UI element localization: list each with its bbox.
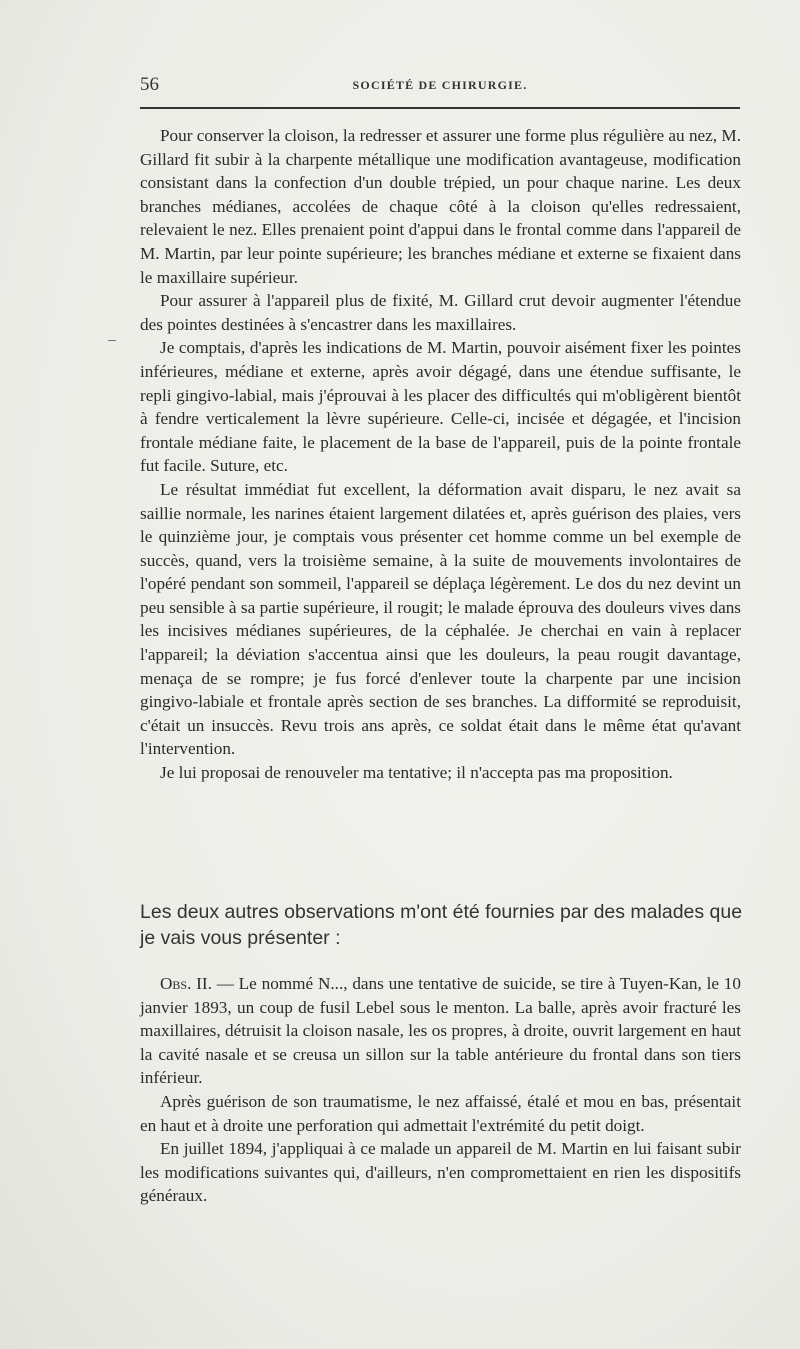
observation-paragraph: Après guérison de son traumatisme, le nez affaissé, étalé et mou en bas, présentait en haut et à droite une perforation qui admettait l'extrémité du petit doigt. <box>140 1091 741 1135</box>
observation-text <box>140 972 741 1208</box>
paragraph: Pour conserver la cloison, la redresser et assurer une forme plus régulière au nez, M. Gillard fit subir à la charpente métallique une modification avantageuse, modification consistant dans la confection d'un double trépied, un pour chaque narine. Les deux branches médianes, accolées de chaque côté à la cloison qu'elles redressaient, relevaient le nez. Elles prenaient point d'appui dans le frontal comme dans l'appareil de M. Martin, par leur pointe supérieure; les branches médiane et externe se fixaient dans le maxillaire supérieur. <box>140 126 741 287</box>
margin-mark <box>108 340 116 341</box>
header-rule <box>140 107 740 109</box>
paragraph: Pour assurer à l'appareil plus de fixité, M. Gillard crut devoir augmenter l'étendue des pointes destinées à s'encastrer dans les maxillaires. <box>140 291 741 334</box>
observation-paragraph <box>140 972 741 1090</box>
page-header <box>140 74 740 98</box>
body-text <box>140 124 741 785</box>
observation-first-text: — Le nommé N..., dans une tentative de suicide, se tire à Tuyen-Kan, le 10 janvier 1893, un coup de fusil Lebel sous le menton. La balle, après avoir fracturé les maxillaires, détruisit la cloison nasale, les os propres, à droite, ouvrit largement en haut la cavité nasale et se creusa un sillon sur la table antérieure du frontal dans son tiers inférieur. <box>140 974 741 1088</box>
running-title: SOCIÉTÉ DE CHIRURGIE. <box>352 78 528 92</box>
observation-label: Obs. II. <box>160 974 212 993</box>
paragraph: Je comptais, d'après les indications de M. Martin, pouvoir aisément fixer les pointes inférieures, médiane et externe, après avoir dégagé, dans une étendue suffisante, le repli gingivo-labial, mais j'éprouvai à les placer des difficultés qui m'obligèrent bientôt à fendre verticalement la lèvre supérieure. Celle-ci, incisée et dégagée, et l'incision frontale médiane faite, le placement de la base de l'appareil, puis de la pointe frontale fut facile. Suture, etc. <box>140 338 741 476</box>
paragraph: Le résultat immédiat fut excellent, la déformation avait disparu, le nez avait sa saillie normale, les narines étaient largement dilatées et, après guérison des plaies, vers le quinzième jour, je comptais vous présenter cet homme comme un bel exemple de succès, quand, vers la troisième semaine, à la suite de mouvements involontaires de l'opéré pendant son sommeil, l'appareil se déplaça légèrement. Le dos du nez devint un peu sensible à sa partie supérieure, il rougit; le malade éprouva des douleurs vives dans les incisives médianes supérieures, de la céphalée. Je cherchai en vain à replacer l'appareil; la déviation s'accentua ainsi que les douleurs, la peau rougit davantage, menaça de se rompre; je fus forcé d'enlever toute la charpente par une incision gingivo-labiale et frontale après section de ses branches. La difformité se reproduisit, c'était un insuccès. Revu trois ans après, ce soldat était dans le même état qu'avant l'intervention. <box>140 479 741 759</box>
section-subheading: Les deux autres observations m'ont été fournies par des malades que je vais vous présenter : <box>140 901 743 949</box>
paragraph: Je lui proposai de renouveler ma tentative; il n'accepta pas ma proposition. <box>160 763 673 783</box>
page-number: 56 <box>140 74 159 95</box>
observation-paragraph: En juillet 1894, j'appliquai à ce malade un appareil de M. Martin en lui faisant subir les modifications suivantes qui, d'ailleurs, n'en compromettaient en rien les dispositifs généraux. <box>140 1139 741 1206</box>
